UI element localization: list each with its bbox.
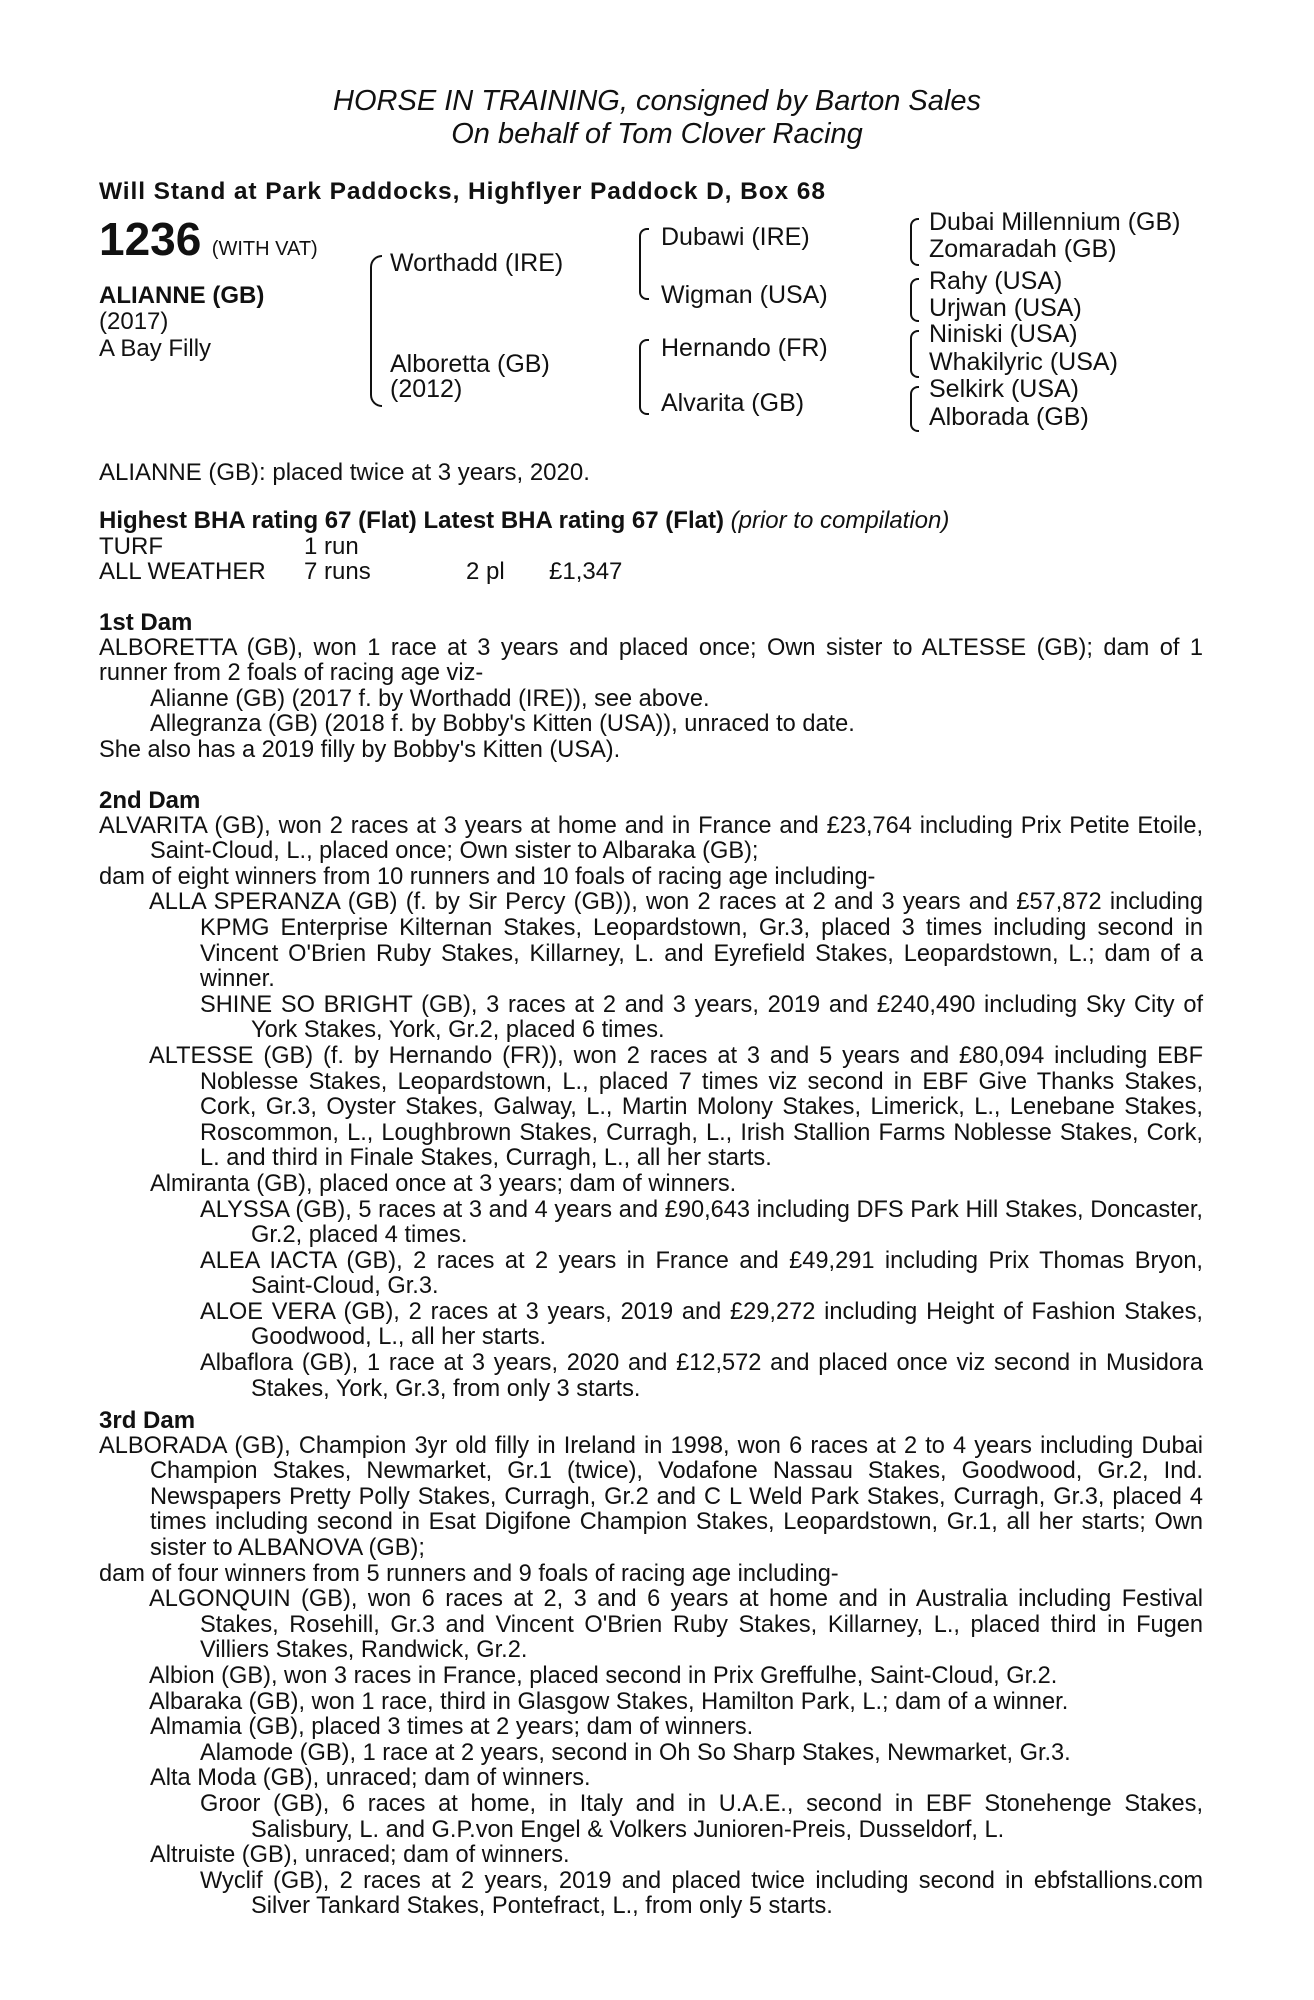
second-dam-entry: ALVARITA (GB), won 2 races at 3 years at home and in France and £23,764 including Prix Petite Etoile, Saint-Cloud, L., placed once; Own sister to Albaraka (GB); bbox=[99, 812, 1203, 865]
pedigree-brace-1 bbox=[910, 218, 919, 266]
turf-label: TURF bbox=[99, 533, 163, 560]
aw-earnings: £1,347 bbox=[549, 558, 623, 585]
pedigree-brace-3 bbox=[910, 330, 919, 378]
produce-altruiste: Altruiste (GB), unraced; dam of winners. bbox=[150, 1842, 570, 1869]
horse-year: (2017) bbox=[99, 308, 169, 335]
ggp-5: Niniski (USA) bbox=[929, 320, 1078, 348]
dam-year: (2012) bbox=[390, 375, 463, 403]
pedigree-brace-4 bbox=[910, 386, 919, 432]
produce-groor: Groor (GB), 6 races at home, in Italy and in U.A.E., second in EBF Stonehenge Stakes, Salisbury, L. and G.P.von Engel & Volkers Junioren-Preis, Dusseldorf, L. bbox=[200, 1790, 1203, 1843]
produce-altesse: ALTESSE (GB) (f. by Hernando (FR)), won 2 races at 3 and 5 years and £80,094 including EBF Noblesse Stakes, Leopardstown, L., placed 7 times viz second in EBF Give Thanks Stakes, Cork, Gr.3, Oyster Stakes, Galway, L., Martin Molony Stakes, Limerick, L., Lenebane Stakes, Roscommon, L., Loughbrown Stakes, Curragh, L., Irish Stallion Farms Noblesse Stakes, Cork, L. and third in Finale Stakes, Curragh, L., all her starts. bbox=[149, 1042, 1203, 1172]
produce-aloe-vera: ALOE VERA (GB), 2 races at 3 years, 2019 and £29,272 including Height of Fashion Stakes, Goodwood, L., all her starts. bbox=[200, 1298, 1203, 1351]
ggp-7: Selkirk (USA) bbox=[929, 375, 1080, 403]
aw-label: ALL WEATHER bbox=[99, 558, 266, 585]
header-line-2: On behalf of Tom Clover Racing bbox=[451, 118, 863, 150]
vat-note: (WITH VAT) bbox=[211, 238, 318, 260]
sire-sire: Dubawi (IRE) bbox=[661, 223, 810, 251]
produce-alla-speranza: ALLA SPERANZA (GB) (f. by Sir Percy (GB)), won 2 races at 2 and 3 years and £57,872 including KPMG Enterprise Kilternan Stakes, Leopardstown, Gr.3, placed 3 times including second in Vincent O'Brien Ruby Stakes, Killarney, L. and Eyrefield Stakes, Leopardstown, L.; dam of a winner. bbox=[149, 889, 1203, 993]
second-dam-heading: 2nd Dam bbox=[99, 787, 201, 814]
first-dam-produce-2: Allegranza (GB) (2018 f. by Bobby's Kitten (USA)), unraced to date. bbox=[150, 711, 855, 738]
ggp-1: Dubai Millennium (GB) bbox=[929, 208, 1181, 236]
pedigree-brace-2 bbox=[910, 278, 919, 322]
produce-algonquin: ALGONQUIN (GB), won 6 races at 2, 3 and 6 years at home and in Australia including Festival Stakes, Rosehill, Gr.3 and Vincent O'Brien Ruby Stakes, Killarney, L., placed third in Fugen Villiers Stakes, Randwick, Gr.2. bbox=[149, 1586, 1203, 1664]
horse-name: ALIANNE (GB) bbox=[99, 282, 265, 309]
produce-alea-iacta: ALEA IACTA (GB), 2 races at 2 years in France and £49,291 including Prix Thomas Bryon, Saint-Cloud, Gr.3. bbox=[200, 1247, 1203, 1300]
produce-albaflora: Albaflora (GB), 1 race at 3 years, 2020 and £12,572 and placed once viz second in Musidora Stakes, York, Gr.3, from only 3 starts. bbox=[200, 1350, 1203, 1402]
sire: Worthadd (IRE) bbox=[390, 249, 564, 277]
sire-dam: Wigman (USA) bbox=[661, 281, 828, 309]
produce-alamode: Alamode (GB), 1 race at 2 years, second in Oh So Sharp Stakes, Newmarket, Gr.3. bbox=[200, 1739, 1071, 1766]
first-dam-section bbox=[99, 610, 1203, 764]
ggp-4: Urjwan (USA) bbox=[929, 294, 1082, 322]
rating-text: Highest BHA rating 67 (Flat) Latest BHA rating 67 (Flat) bbox=[99, 507, 724, 534]
rating-line bbox=[99, 507, 949, 535]
horse-description: A Bay Filly bbox=[99, 335, 212, 362]
turf-runs: 1 run bbox=[304, 533, 359, 560]
aw-placed: 2 pl bbox=[466, 558, 505, 585]
first-dam-produce-1: Alianne (GB) (2017 f. by Worthadd (IRE)), see above. bbox=[150, 685, 710, 712]
produce-albaraka: Albaraka (GB), won 1 race, third in Glasgow Stakes, Hamilton Park, L.; dam of a winner. bbox=[149, 1688, 1069, 1715]
dam: Alboretta (GB) bbox=[390, 350, 550, 378]
ggp-3: Rahy (USA) bbox=[929, 267, 1063, 295]
produce-wyclif: Wyclif (GB), 2 races at 2 years, 2019 and placed twice including second in ebfstallions.com Silver Tankard Stakes, Pontefract, L., from only 5 starts. bbox=[200, 1867, 1203, 1920]
ggp-8: Alborada (GB) bbox=[929, 403, 1089, 431]
produce-almiranta: Almiranta (GB), placed once at 3 years; dam of winners. bbox=[150, 1170, 737, 1197]
header-line-1: HORSE IN TRAINING, consigned by Barton Sales bbox=[333, 85, 981, 117]
first-dam-heading: 1st Dam bbox=[99, 609, 193, 636]
second-dam-section bbox=[99, 788, 1203, 1402]
rating-note: (prior to compilation) bbox=[730, 507, 950, 534]
third-dam-section bbox=[99, 1408, 1203, 1920]
aw-runs: 7 runs bbox=[304, 558, 371, 585]
race-summary: ALIANNE (GB): placed twice at 3 years, 2020. bbox=[99, 459, 590, 486]
produce-shine-so-bright: SHINE SO BRIGHT (GB), 3 races at 2 and 3 years, 2019 and £240,490 including Sky City of York Stakes, York, Gr.2, placed 6 times. bbox=[200, 991, 1203, 1044]
second-dam-summary: dam of eight winners from 10 runners and 10 foals of racing age including- bbox=[99, 863, 876, 890]
pedigree-brace-dam bbox=[639, 339, 649, 415]
dam-sire: Hernando (FR) bbox=[661, 334, 828, 362]
first-dam-entry: ALBORETTA (GB), won 1 race at 3 years and placed once; Own sister to ALTESSE (GB); dam of 1 runner from 2 foals of racing age viz- bbox=[99, 634, 1203, 687]
third-dam-entry: ALBORADA (GB), Champion 3yr old filly in Ireland in 1998, won 6 races at 2 to 4 years including Dubai Champion Stakes, Newmarket, Gr.1 (twice), Vodafone Nassau Stakes, Goodwood, Gr.2, Ind. Newspapers Pretty Polly Stakes, Curragh, Gr.2 and C L Weld Park Stakes, Curragh, Gr.3, placed 4 times including second in Esat Digifone Champion Stakes, Leopardstown, Gr.1, all her starts; Own sister to ALBANOVA (GB); bbox=[99, 1432, 1203, 1561]
lot-number: 1236 bbox=[99, 213, 202, 265]
first-dam-note: She also has a 2019 filly by Bobby's Kitten (USA). bbox=[99, 736, 621, 763]
ggp-2: Zomaradah (GB) bbox=[929, 235, 1117, 263]
produce-alyssa: ALYSSA (GB), 5 races at 3 and 4 years and £90,643 including DFS Park Hill Stakes, Doncaster, Gr.2, placed 4 times. bbox=[200, 1196, 1203, 1249]
third-dam-heading: 3rd Dam bbox=[99, 1407, 196, 1434]
produce-alta-moda: Alta Moda (GB), unraced; dam of winners. bbox=[150, 1765, 591, 1792]
pedigree-brace-main bbox=[370, 255, 382, 407]
produce-almamia: Almamia (GB), placed 3 times at 2 years; dam of winners. bbox=[150, 1714, 754, 1741]
ggp-6: Whakilyric (USA) bbox=[929, 348, 1118, 376]
pedigree-brace-sire bbox=[639, 228, 649, 300]
dam-dam: Alvarita (GB) bbox=[661, 389, 805, 417]
lot-block bbox=[99, 212, 318, 266]
third-dam-summary: dam of four winners from 5 runners and 9 foals of racing age including- bbox=[99, 1560, 839, 1587]
location: Will Stand at Park Paddocks, Highflyer Paddock D, Box 68 bbox=[99, 178, 826, 205]
produce-albion: Albion (GB), won 3 races in France, placed second in Prix Greffulhe, Saint-Cloud, Gr.2. bbox=[149, 1662, 1058, 1689]
